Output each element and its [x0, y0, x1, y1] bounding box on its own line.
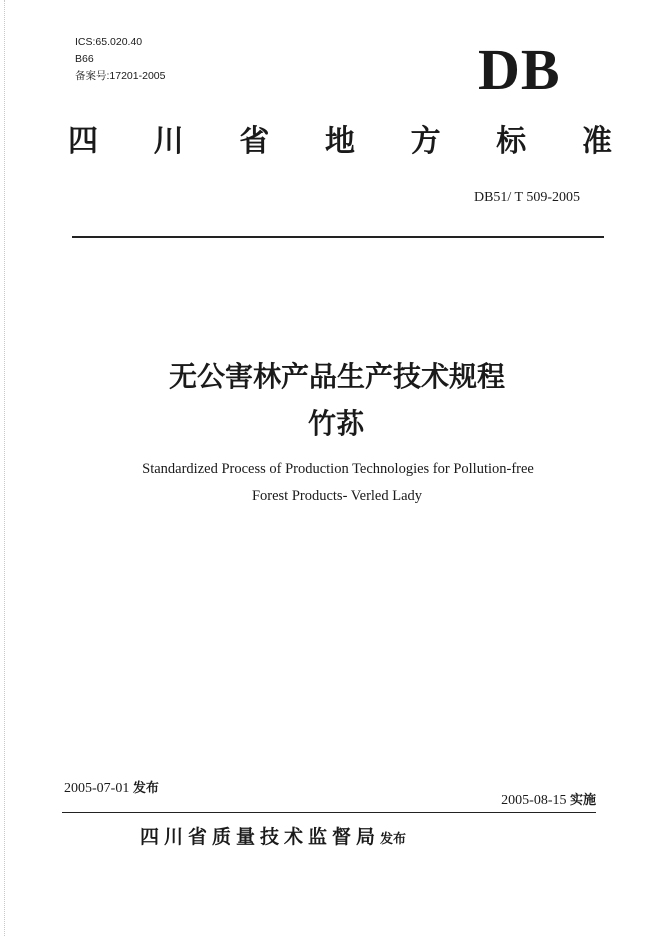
record-number: 备案号:17201-2005: [75, 70, 166, 82]
db-logo: DB: [478, 37, 561, 102]
issuer-suffix: 发布: [380, 832, 407, 847]
standard-type-char: 四: [68, 124, 98, 159]
standard-type-char: 省: [239, 124, 270, 159]
issue-date-label: 发布: [132, 781, 159, 796]
standard-type-heading: [68, 122, 612, 162]
title-chinese-subtitle: 竹荪: [307, 407, 364, 440]
standard-type-char: 标: [496, 124, 527, 159]
top-divider: [72, 236, 604, 238]
standard-type-char: 准: [581, 124, 612, 159]
standard-number: DB51/ T 509-2005: [473, 190, 580, 205]
ics-code: ICS:65.020.40: [75, 36, 143, 48]
implementation-date: [420, 792, 596, 810]
issue-date-value: 2005-07-01: [64, 781, 130, 796]
bottom-divider: [62, 812, 596, 813]
ccs-code: B66: [75, 53, 94, 65]
standard-type-char: 地: [324, 124, 355, 159]
standard-type-char: 方: [410, 124, 441, 159]
issuing-authority: [140, 824, 560, 853]
implementation-date-value: 2005-08-15: [501, 793, 567, 808]
implementation-date-label: 实施: [569, 793, 596, 808]
title-english-line-2: Forest Products- Verled Lady: [251, 488, 423, 504]
standard-type-char: 川: [153, 124, 184, 159]
title-english-line-1: Standardized Process of Production Technologies for Pollution-free: [142, 461, 534, 477]
issue-date: [64, 780, 159, 798]
title-chinese: 无公害林产品生产技术规程: [168, 360, 505, 393]
issuer-name: 四川省质量技术监督局: [140, 826, 381, 848]
